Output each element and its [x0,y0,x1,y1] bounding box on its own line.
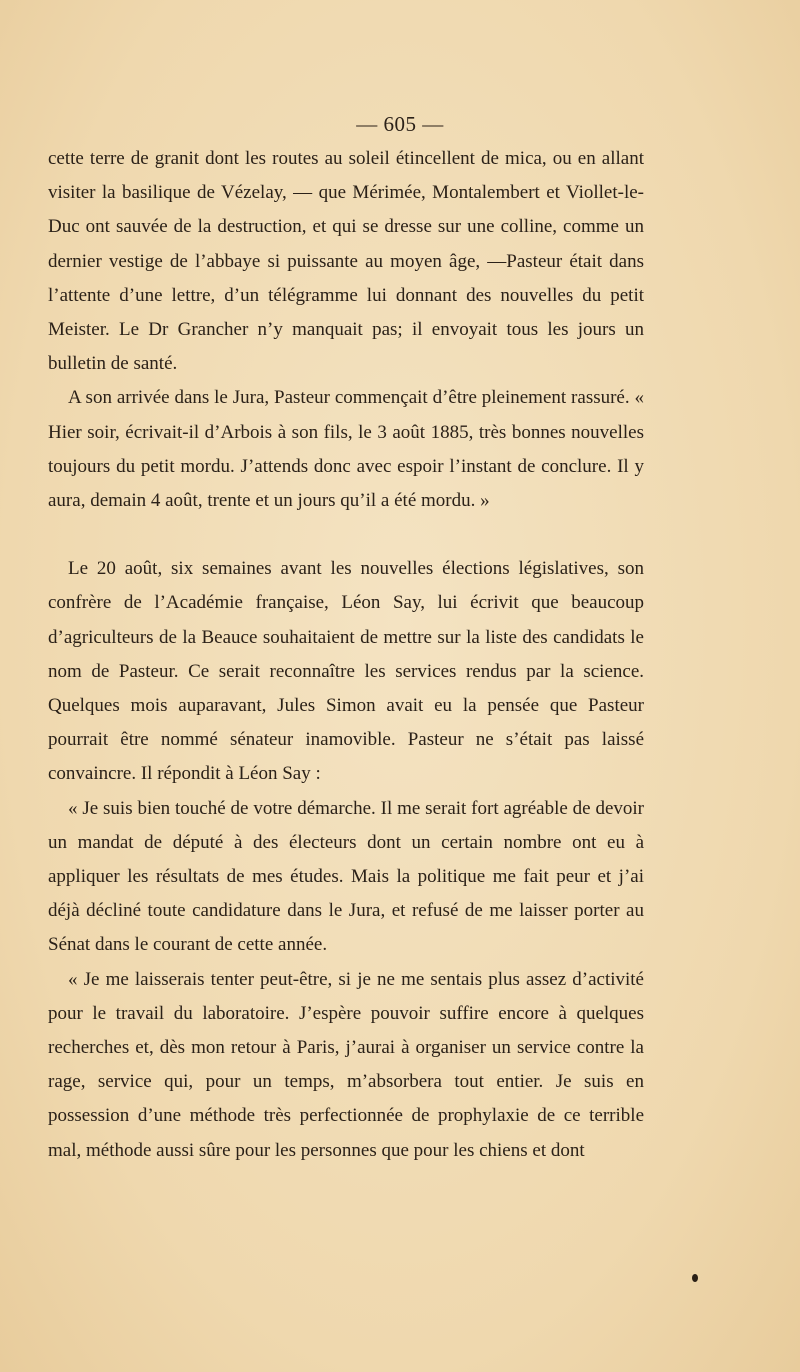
paragraph-arrival-jura: A son arrivée dans le Jura, Pasteur commençait d’être pleinement rassuré. « Hier soir, écrivait-il d’Arbois à son fils, le 3 août 1885, très bonnes nouvelles toujours du petit mordu. J’attends donc avec espoir l’instant de conclure. Il y aura, demain 4 août, trente et un jours qu’il a été mordu. » [48,387,644,512]
page-number: — 605 — [356,112,444,136]
paragraph-continuation: cette terre de granit dont les routes au soleil étincellent de mica, ou en allant visiter la basilique de Vézelay, — que Mérimée, Montalembert et Viollet-le-Duc ont sauvée de la destruction, et qui se dresse sur une colline, comme un dernier vestige de l’abbaye si puissante au moyen âge, —Pasteur était dans l’attente d’une lettre, d’un télégramme lui donnant des nouvelles du petit Meister. Le Dr Grancher n’y manquait pas; il envoyait tous les jours un bulletin de santé. [48,148,644,375]
paragraph-leon-say: Le 20 août, six semaines avant les nouvelles élections législatives, son confrère de l’Académie française, Léon Say, lui écrivit que beaucoup d’agriculteurs de la Beauce souhaitaient de mettre sur la liste des candidats le nom de Pasteur. Ce serait reconnaître les services rendus par la science. Quelques mois auparavant, Jules Simon avait eu la pensée que Pasteur pourrait être nommé sénateur inamovible. Pasteur ne s’était pas laissé convaincre. Il répondit à Léon Say : [48,558,644,785]
ink-spot-mark [692,1274,698,1282]
paragraph-letter-part-1: « Je suis bien touché de votre démarche. Il me serait fort agréable de devoir un mandat de député à des électeurs dont un certain nombre ont eu à appliquer les résultats de mes études. Mais la politique me fait peur et j’ai déjà décliné toute candidature dans le Jura, et refusé de me laisser porter au Sénat dans le courant de cette année. [48,797,644,956]
paragraph-letter-part-2: « Je me laisserais tenter peut-être, si je ne me sentais plus assez d’activité pour le travail du laboratoire. J’espère pouvoir suffire encore à quelques recherches et, dès mon retour à Paris, j’aurai à organiser un service contre la rage, service qui, pour un temps, m’absorbera tout entier. Je suis en possession d’une méthode très perfectionnée de prophylaxie de ce terrible mal, méthode aussi sûre pour les personnes que pour les chiens et dont [48,968,644,1161]
body-text [48,142,644,1168]
